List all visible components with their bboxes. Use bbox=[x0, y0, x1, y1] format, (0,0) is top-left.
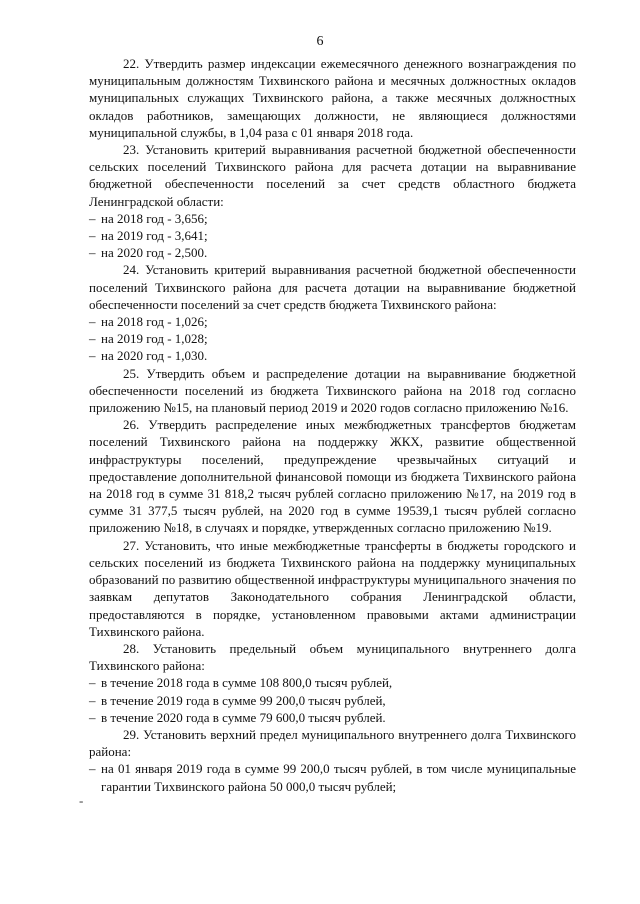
list-item-text: на 2019 год - 1,028; bbox=[101, 331, 208, 347]
paragraph bbox=[89, 726, 576, 760]
list-dash: – bbox=[89, 245, 96, 261]
list-item-text: в течение 2019 года в сумме 99 200,0 тысяч рублей, bbox=[101, 692, 386, 708]
list-item bbox=[89, 210, 576, 227]
list-item bbox=[89, 313, 576, 330]
list-item-text: на 2018 год - 1,026; bbox=[101, 314, 208, 330]
list-dash: – bbox=[89, 228, 96, 244]
paragraph-text: 24. Установить критерий выравнивания расчетной бюджетной обеспеченности поселений Тихвинского района для расчета дотации на выравнивание бюджетной обеспеченности поселений за счет средств бюджета Тихвинского района: bbox=[89, 262, 576, 312]
list-dash: – bbox=[89, 331, 96, 347]
list-item-text: на 2020 год - 1,030. bbox=[101, 348, 208, 364]
list-item-text: на 2019 год - 3,641; bbox=[101, 228, 208, 244]
paragraph bbox=[89, 261, 576, 313]
paragraph bbox=[89, 416, 576, 536]
list-item bbox=[89, 692, 576, 709]
page-number: 6 bbox=[316, 34, 324, 49]
paragraph bbox=[89, 640, 576, 674]
paragraph-text: 26. Утвердить распределение иных межбюджетных трансфертов бюджетам поселений Тихвинского района на поддержку ЖКХ, развитие общественной инфраструктуры поселений, предупреждение чрезвычайных ситуаций и предоставление дополнительной финансовой помощи из бюджета Тихвинского района на 2018 год в сумме 31 818,2 тысяч рублей согласно приложению №17, на 2019 год в сумме 31 377,5 тысяч рублей, на 2020 год в сумме 19539,1 тысяч рублей согласно приложению №18, в случаях и порядке, утвержденных согласно приложению №19. bbox=[89, 417, 576, 536]
list-item bbox=[89, 709, 576, 726]
document-body bbox=[89, 55, 576, 795]
list-item bbox=[89, 347, 576, 364]
paragraph bbox=[89, 537, 576, 640]
paragraph bbox=[89, 365, 576, 417]
paragraph-text: 27. Установить, что иные межбюджетные трансферты в бюджеты городского и сельских поселений из бюджета Тихвинского района на поддержку муниципальных образований по развитию общественной инфраструктуры муниципального значения по заявкам депутатов Законодательного собрания Ленинградской области, предоставляются в порядке, установленном правовыми актами администрации Тихвинского района. bbox=[89, 537, 576, 639]
list-item bbox=[89, 227, 576, 244]
paragraph-text: 23. Установить критерий выравнивания расчетной бюджетной обеспеченности сельских поселений Тихвинского района для расчета дотации на выравнивание бюджетной обеспеченности поселений за счет средств областного бюджета Ленинградской области: bbox=[89, 142, 576, 209]
list-item bbox=[89, 244, 576, 261]
list-dash: – bbox=[89, 348, 96, 364]
list-item bbox=[89, 330, 576, 347]
paragraph-text: 22. Утвердить размер индексации ежемесячного денежного вознаграждения по муниципальным должностям Тихвинского района и месячных должностных окладов муниципальных служащих Тихвинского района, а также месячных должностных окладов работников, замещающих должности, не являющиеся должностями муниципальной службы, в 1,04 раза с 01 января 2018 года. bbox=[89, 56, 576, 140]
list-item bbox=[89, 760, 576, 794]
list-item-text: в течение 2018 года в сумме 108 800,0 тысяч рублей, bbox=[101, 675, 393, 691]
list-dash: – bbox=[89, 709, 96, 725]
paragraph-text: 29. Установить верхний предел муниципального внутреннего долга Тихвинского района: bbox=[89, 726, 576, 760]
list-dash: – bbox=[89, 210, 96, 226]
list-item bbox=[89, 674, 576, 691]
list-item-text: на 2018 год - 3,656; bbox=[101, 210, 208, 226]
list-dash: – bbox=[89, 761, 96, 777]
paragraph bbox=[89, 55, 576, 141]
list-dash: – bbox=[89, 675, 96, 691]
list-item-text: на 01 января 2019 года в сумме 99 200,0 тысяч рублей, в том числе муниципальные гарантии Тихвинского района 50 000,0 тысяч рублей; bbox=[101, 761, 576, 794]
paragraph-text: 28. Установить предельный объем муниципального внутреннего долга Тихвинского района: bbox=[89, 640, 576, 674]
list-item-text: на 2020 год - 2,500. bbox=[101, 245, 208, 261]
paragraph bbox=[89, 141, 576, 210]
list-dash: – bbox=[89, 314, 96, 330]
paragraph-text: 25. Утвердить объем и распределение дотации на выравнивание бюджетной обеспеченности поселений из бюджета Тихвинского района на 2018 год согласно приложению №15, на плановый период 2019 и 2020 годов согласно приложению №16. bbox=[89, 365, 576, 416]
stray-dash-mark: - bbox=[79, 793, 84, 808]
list-item-text: в течение 2020 года в сумме 79 600,0 тысяч рублей. bbox=[101, 709, 386, 725]
list-dash: – bbox=[89, 692, 96, 708]
